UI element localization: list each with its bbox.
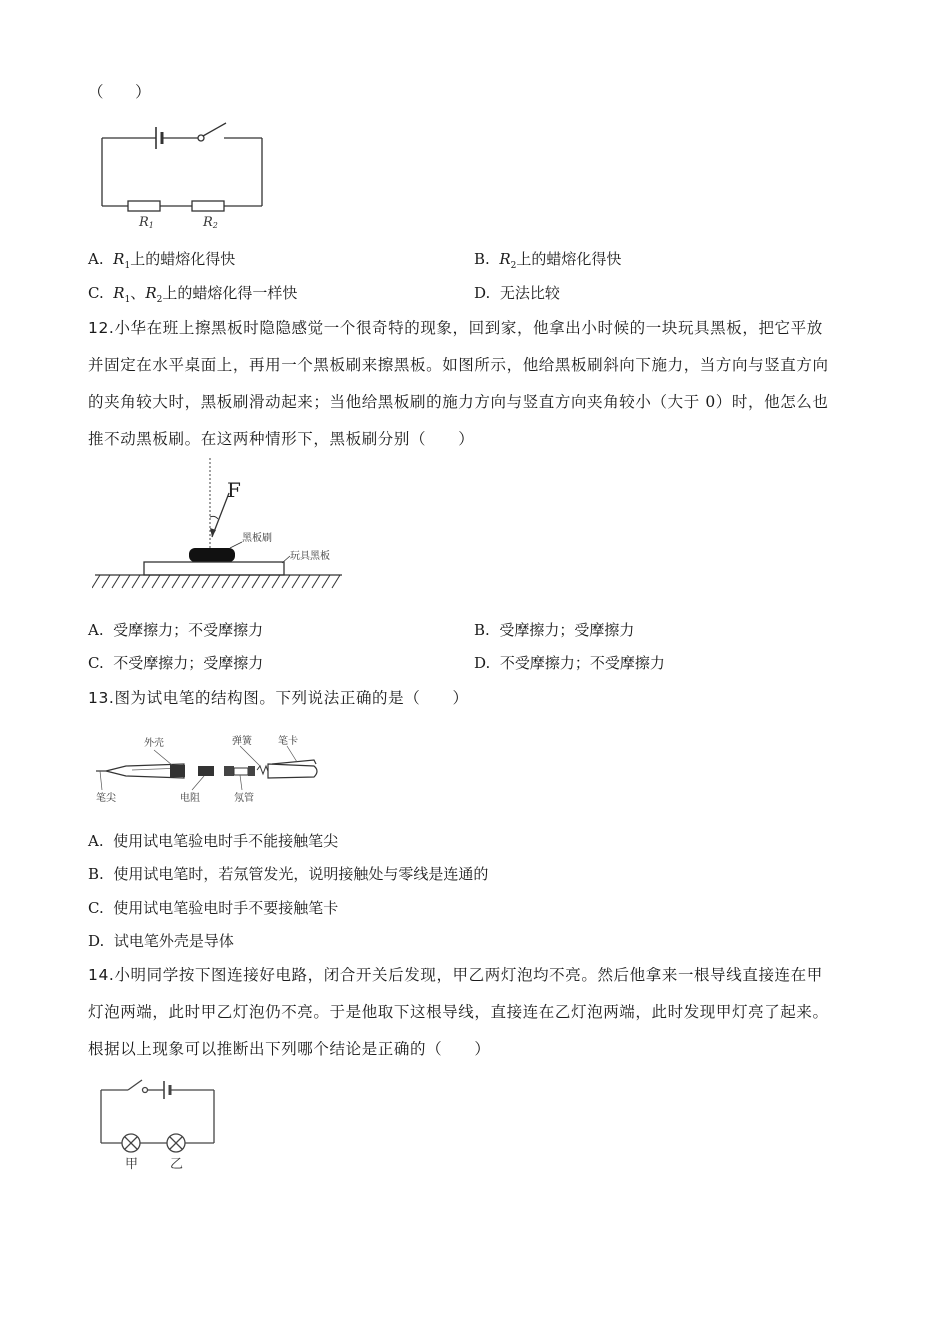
q13-test-pen-figure: [92, 730, 324, 806]
q12-option-d[interactable]: D. 不受摩擦力；不受摩擦力: [474, 654, 665, 672]
q11-label-r1: R1: [139, 215, 154, 230]
q14-stem-line-1: 14.小明同学按下图连接好电路，闭合开关后发现，甲乙两灯泡均不亮。然后他拿来一根导线直接连在甲: [88, 966, 823, 984]
q13-label-clip: 笔卡: [278, 736, 298, 747]
q13-shell-leader: [154, 750, 172, 765]
q11-switch-blade: [203, 123, 226, 136]
q14-stem-line-2: 灯泡两端，此时甲乙灯泡仍不亮。于是他取下这根导线，直接连在乙灯泡两端，此时发现甲灯亮了起来。: [88, 1003, 829, 1021]
q13-option-a[interactable]: A. 使用试电笔验电时手不能接触笔尖: [88, 832, 339, 850]
q11-circuit-figure: [96, 115, 271, 230]
q11-option-d[interactable]: D. 无法比较: [474, 284, 560, 302]
q13-option-b[interactable]: B. 使用试电笔时，若氖管发光，说明接触处与零线是连通的: [88, 865, 489, 883]
q12-blackboard-figure: [92, 455, 354, 593]
q12-option-a[interactable]: A. 受摩擦力；不受摩擦力: [88, 621, 264, 639]
q13-neon-tube-right: [248, 766, 255, 776]
q12-stem-line-3: 的夹角较大时，黑板刷滑动起来；当他给黑板刷的施力方向与竖直方向夹角较小（大于 0）时，他怎么也: [88, 393, 829, 411]
q12-brush-leader: [230, 542, 242, 548]
q12-toy-blackboard: [144, 562, 284, 575]
q13-pen-clip: [272, 760, 316, 764]
q12-table-hatching: [92, 575, 340, 588]
q12-stem-line-4: 推不动黑板刷。在这两种情形下，黑板刷分别（ ）: [88, 430, 475, 448]
q12-option-c[interactable]: C. 不受摩擦力；受摩擦力: [88, 654, 264, 672]
q13-clip-leader: [287, 746, 297, 762]
q14-stem-line-3: 根据以上现象可以推断出下列哪个结论是正确的（ ）: [88, 1040, 491, 1058]
q13-option-d[interactable]: D. 试电笔外壳是导体: [88, 932, 234, 950]
q11-label-r2: R2: [203, 215, 218, 230]
q12-stem-line-2: 并固定在水平桌面上，再用一个黑板刷来擦黑板。如图所示，他给黑板刷斜向下施力，当方向与竖直方向: [88, 356, 829, 374]
q13-label-resistor: 电阻: [180, 793, 200, 804]
q11-option-b[interactable]: B. $R_2$上的蜡熔化得快: [474, 250, 622, 271]
q13-shell-end-dark: [170, 765, 185, 777]
q12-board-leader: [282, 556, 290, 563]
q14-switch-blade: [128, 1080, 142, 1090]
q13-tip-leader: [100, 771, 102, 790]
q14-switch-contact: [143, 1088, 148, 1093]
q13-option-c[interactable]: C. 使用试电笔验电时手不要接触笔卡: [88, 899, 339, 917]
q13-resistor: [198, 766, 214, 776]
q12-angle-arc: [210, 516, 218, 519]
q13-label-tube: 氖管: [234, 793, 254, 804]
q12-brush-label: 黑板刷: [242, 533, 272, 544]
q14-circuit-figure: [96, 1070, 222, 1174]
q13-tube-leader: [240, 775, 242, 790]
q11-stem-tail: （ ）: [88, 83, 151, 101]
q11-resistor-r2: [192, 201, 224, 211]
q11-option-a[interactable]: A. $R_1$上的蜡熔化得快: [88, 250, 236, 271]
q14-label-lamp-1: 甲: [125, 1157, 139, 1172]
q13-resistor-leader: [192, 776, 204, 790]
q13-neon-tube-left: [224, 766, 234, 776]
q12-board-label: 玩具黑板: [290, 551, 330, 562]
q13-pen-cap: [268, 764, 317, 778]
q12-option-b[interactable]: B. 受摩擦力；受摩擦力: [474, 621, 635, 639]
q12-force-label: F: [227, 478, 241, 502]
q13-stem: 13.图为试电笔的结构图。下列说法正确的是（ ）: [88, 689, 469, 707]
q13-label-shell: 外壳: [144, 738, 164, 749]
q13-spring-leader: [240, 746, 260, 766]
q13-label-tip: 笔尖: [96, 793, 116, 804]
q13-label-spring: 弹簧: [232, 736, 252, 747]
q11-option-c[interactable]: C. $R_1$、$R_2$上的蜡熔化得一样快: [88, 284, 298, 305]
q11-resistor-r1: [128, 201, 160, 211]
q14-label-lamp-2: 乙: [170, 1157, 184, 1172]
q12-stem-line-1: 12.小华在班上擦黑板时隐隐感觉一个很奇特的现象，回到家，他拿出小时候的一块玩具黑板，把它平放: [88, 319, 823, 337]
q12-brush: [189, 548, 235, 562]
q13-neon-tube-body: [234, 768, 248, 775]
